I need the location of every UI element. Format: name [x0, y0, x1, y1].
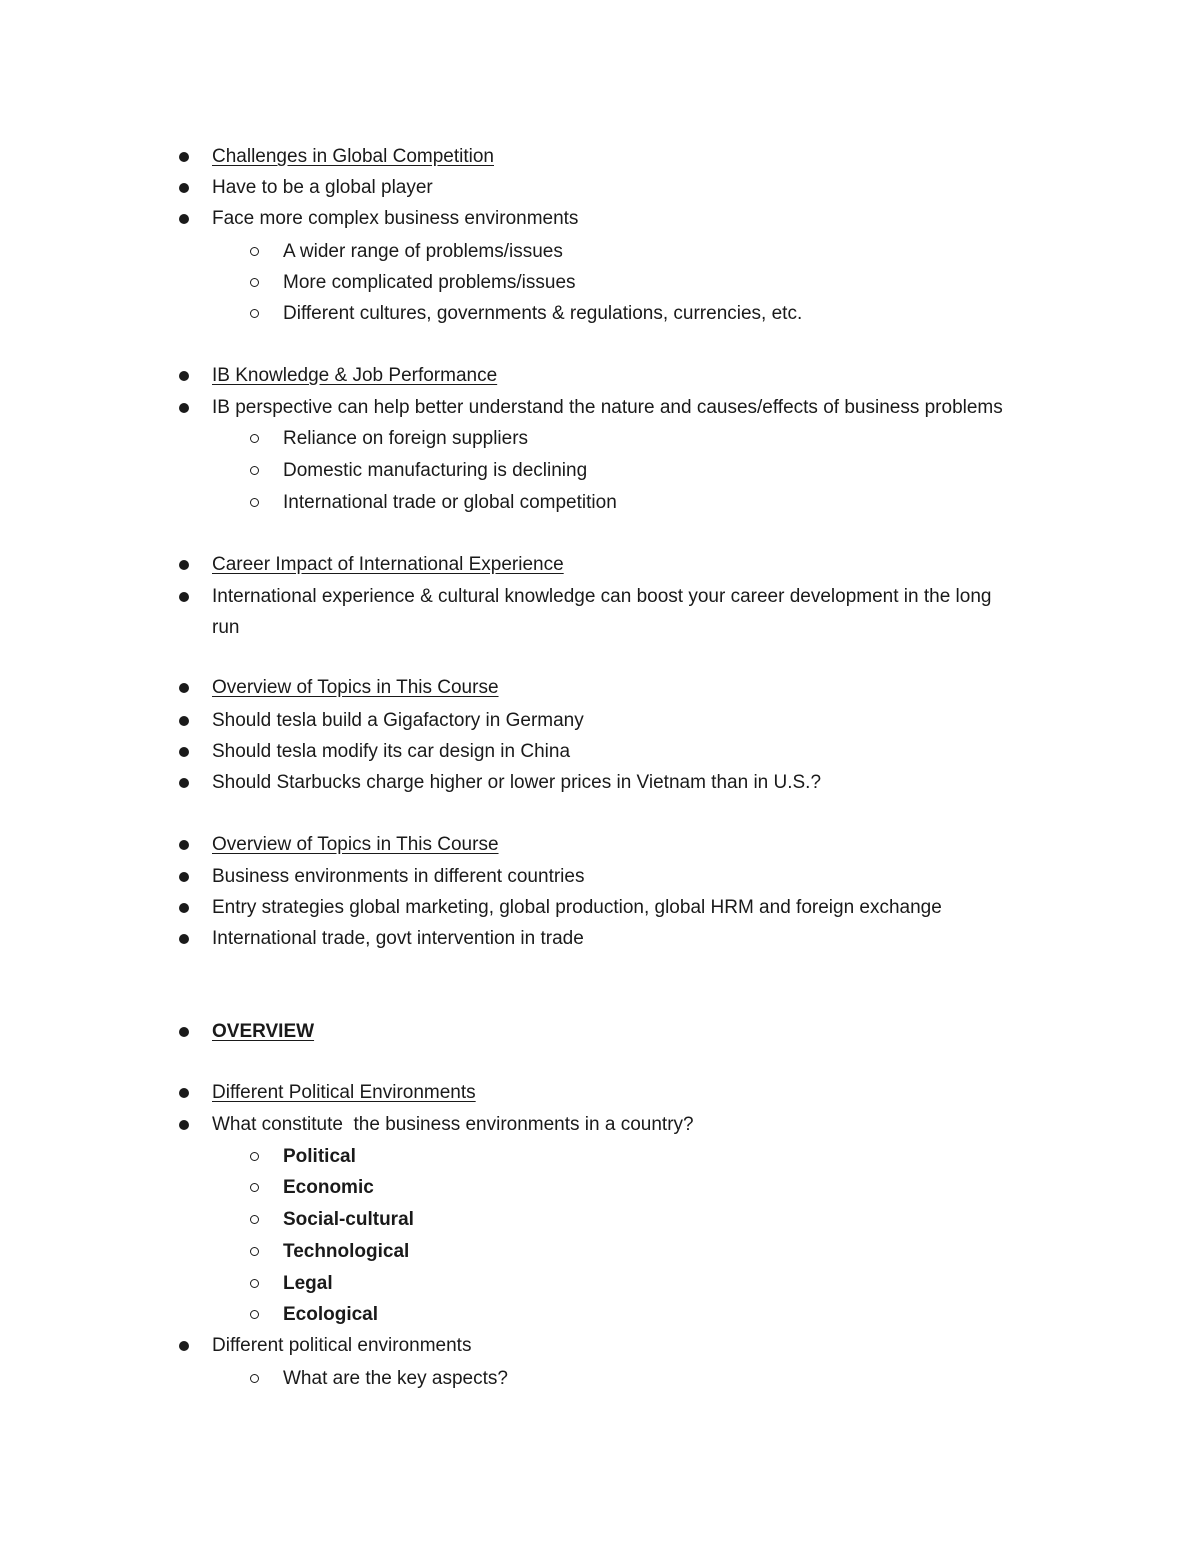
list-item — [212, 207, 578, 231]
list-item-text: What constitute the business environments in a country? — [212, 1114, 694, 1135]
hollow-bullet-icon — [250, 1310, 259, 1319]
hollow-bullet-icon — [250, 1247, 259, 1256]
heading-text: Challenges in Global Competition — [212, 146, 494, 167]
section-heading — [212, 145, 494, 169]
sub-list-item-text: Reliance on foreign suppliers — [283, 428, 529, 449]
filled-bullet-icon — [179, 683, 189, 693]
hollow-bullet-icon — [250, 1152, 259, 1161]
sub-list-item-text: What are the key aspects? — [283, 1368, 508, 1389]
hollow-bullet-icon — [250, 278, 259, 287]
list-item — [212, 176, 433, 200]
filled-bullet-icon — [179, 214, 189, 224]
sub-list-item — [283, 271, 576, 295]
sub-list-item — [283, 240, 563, 264]
filled-bullet-icon — [179, 183, 189, 193]
hollow-bullet-icon — [250, 1374, 259, 1383]
list-item — [212, 1334, 471, 1358]
list-item — [212, 1113, 694, 1137]
sub-list-item-text: Legal — [283, 1273, 333, 1294]
filled-bullet-icon — [179, 778, 189, 788]
sub-list-item-text: More complicated problems/issues — [283, 272, 576, 293]
filled-bullet-icon — [179, 716, 189, 726]
hollow-bullet-icon — [250, 434, 259, 443]
list-item — [212, 896, 942, 920]
sub-list-item-text: Different cultures, governments & regulations, currencies, etc. — [283, 303, 803, 324]
heading-text: Overview of Topics in This Course — [212, 677, 499, 698]
list-item-text: IB perspective can help better understand the nature and causes/effects of business problems — [212, 397, 1003, 418]
filled-bullet-icon — [179, 371, 189, 381]
list-item — [212, 585, 992, 638]
filled-bullet-icon — [179, 1341, 189, 1351]
list-item — [212, 771, 821, 795]
list-item — [212, 927, 584, 951]
list-item — [212, 396, 1003, 420]
sub-list-item — [283, 302, 802, 326]
filled-bullet-icon — [179, 152, 189, 162]
filled-bullet-icon — [179, 1120, 189, 1130]
filled-bullet-icon — [179, 872, 189, 882]
filled-bullet-icon — [179, 934, 189, 944]
section-heading — [212, 833, 499, 857]
list-item-text: Business environments in different countries — [212, 866, 585, 887]
list-item-text: Entry strategies global marketing, global production, global HRM and foreign exchange — [212, 897, 942, 918]
heading-text: Different Political Environments — [212, 1082, 476, 1103]
sub-list-item — [283, 1145, 356, 1169]
section-heading — [212, 553, 564, 577]
section-heading — [212, 1081, 476, 1105]
list-item — [212, 740, 570, 764]
sub-list-item-text: A wider range of problems/issues — [283, 241, 563, 262]
list-item-text: Different political environments — [212, 1335, 472, 1356]
sub-list-item — [283, 491, 617, 515]
list-item-text: Should Starbucks charge higher or lower prices in Vietnam than in U.S.? — [212, 772, 822, 793]
sub-list-item-text: Domestic manufacturing is declining — [283, 460, 588, 481]
filled-bullet-icon — [179, 840, 189, 850]
list-item-text: Should tesla modify its car design in China — [212, 741, 571, 762]
hollow-bullet-icon — [250, 247, 259, 256]
filled-bullet-icon — [179, 592, 189, 602]
heading-text: Overview of Topics in This Course — [212, 834, 499, 855]
list-item-text-continued: run — [212, 617, 240, 638]
list-item-text: Face more complex business environments — [212, 208, 579, 229]
heading-text: OVERVIEW — [212, 1021, 315, 1042]
section-heading — [212, 364, 497, 388]
sub-list-item — [283, 1176, 374, 1200]
sub-list-item-text: International trade or global competition — [283, 492, 617, 513]
hollow-bullet-icon — [250, 466, 259, 475]
filled-bullet-icon — [179, 1088, 189, 1098]
list-item — [212, 865, 584, 889]
sub-list-item-text: Technological — [283, 1241, 410, 1262]
filled-bullet-icon — [179, 560, 189, 570]
filled-bullet-icon — [179, 1027, 189, 1037]
sub-list-item-text: Political — [283, 1146, 356, 1167]
heading-text: IB Knowledge & Job Performance — [212, 365, 498, 386]
filled-bullet-icon — [179, 747, 189, 757]
section-heading — [212, 676, 499, 700]
heading-text: Career Impact of International Experience — [212, 554, 564, 575]
list-item-text: Have to be a global player — [212, 177, 433, 198]
list-item-text: International trade, govt intervention in trade — [212, 928, 584, 949]
sub-list-item — [283, 1303, 378, 1327]
hollow-bullet-icon — [250, 1183, 259, 1192]
sub-list-item — [283, 1367, 508, 1391]
list-item-text: International experience & cultural knowledge can boost your career development in the long — [212, 586, 992, 607]
sub-list-item — [283, 1240, 409, 1264]
sub-list-item — [283, 459, 587, 483]
hollow-bullet-icon — [250, 1215, 259, 1224]
section-heading — [212, 1020, 314, 1044]
sub-list-item — [283, 1208, 414, 1232]
sub-list-item-text: Ecological — [283, 1304, 379, 1325]
list-item — [212, 709, 584, 733]
filled-bullet-icon — [179, 903, 189, 913]
sub-list-item — [283, 427, 528, 451]
list-item-text: Should tesla build a Gigafactory in Germany — [212, 710, 584, 731]
hollow-bullet-icon — [250, 498, 259, 507]
sub-list-item-text: Social-cultural — [283, 1209, 414, 1230]
sub-list-item — [283, 1272, 333, 1296]
hollow-bullet-icon — [250, 309, 259, 318]
filled-bullet-icon — [179, 403, 189, 413]
hollow-bullet-icon — [250, 1279, 259, 1288]
sub-list-item-text: Economic — [283, 1177, 374, 1198]
